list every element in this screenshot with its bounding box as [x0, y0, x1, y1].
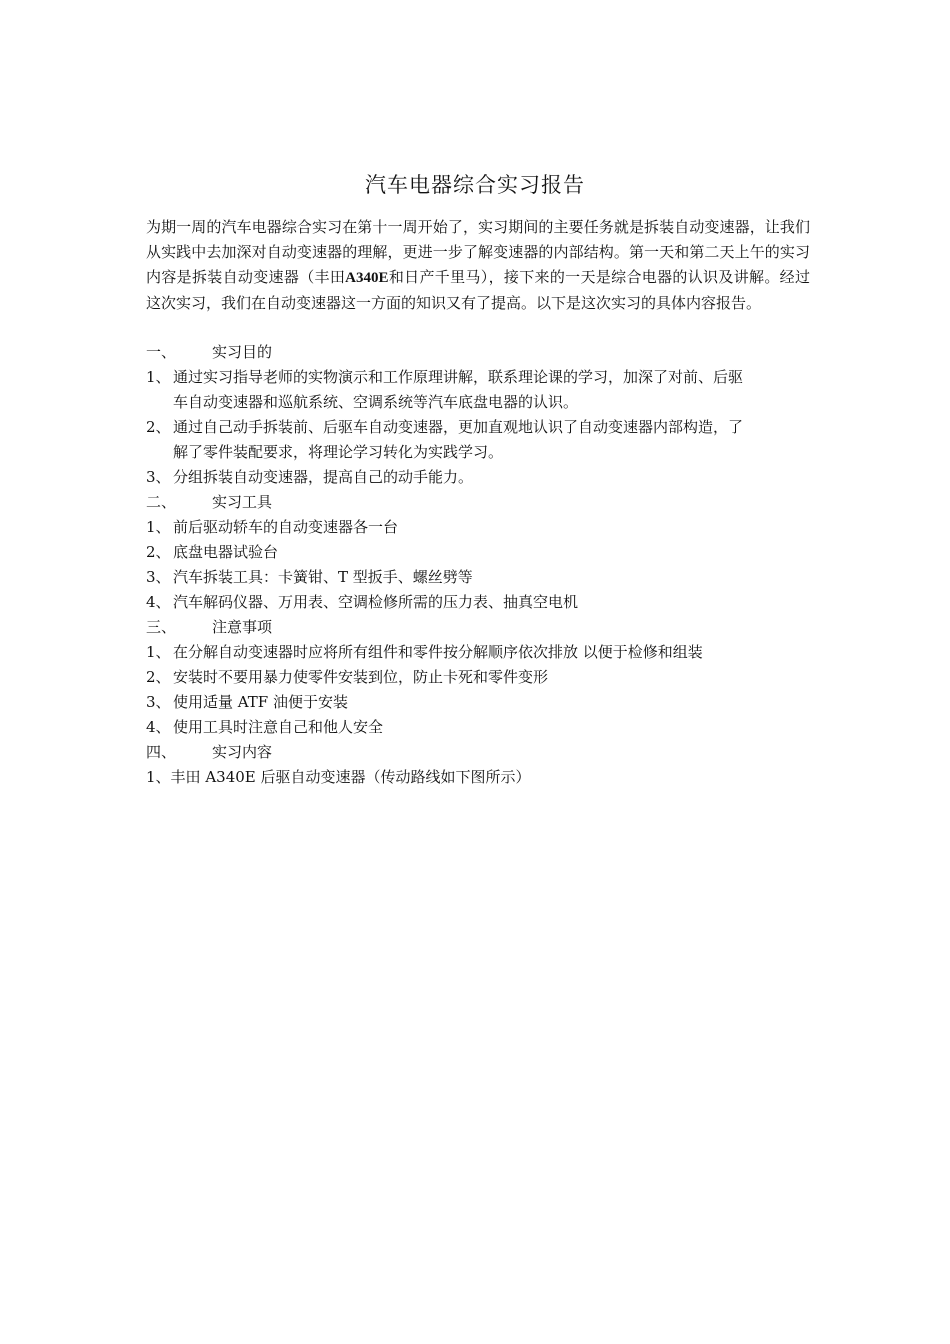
item-number: 3、 [146, 693, 171, 711]
list-item [146, 690, 810, 715]
section-number: 三、 [146, 618, 177, 636]
item-number: 1、 [146, 643, 171, 661]
list-item [146, 365, 810, 390]
section-heading-1 [146, 340, 810, 365]
list-item [146, 640, 810, 665]
item-text: 通过实习指导老师的实物演示和工作原理讲解，联系理论课的学习，加深了对前、后驱 [173, 368, 744, 386]
intro-paragraph [146, 215, 810, 316]
section-number: 一、 [146, 343, 177, 361]
section-heading-3 [146, 615, 810, 640]
list-item [146, 715, 810, 740]
item-text: 丰田 A340E 后驱自动变速器（传动路线如下图所示） [170, 768, 531, 786]
intro-text-after: 和日产千里马），接下来的一天是综合电器的认识及讲解。经过这次实习，我们在自动变速器这一方面的知识又有了提高。以下是这次实习的具体内容报告。 [146, 268, 810, 312]
item-number: 4、 [146, 593, 171, 611]
list-item [146, 765, 810, 790]
item-text: 在分解自动变速器时应将所有组件和零件按分解顺序依次排放 以便于检修和组装 [173, 643, 703, 661]
section-title: 注意事项 [212, 618, 273, 636]
section-title: 实习工具 [212, 493, 273, 511]
list-item [146, 540, 810, 565]
item-number: 2、 [146, 418, 171, 436]
section-number: 四、 [146, 743, 177, 761]
list-item [146, 665, 810, 690]
list-item [146, 415, 810, 440]
page-title: 汽车电器综合实习报告 [365, 173, 585, 197]
item-number: 1、 [146, 368, 171, 386]
item-text: 使用工具时注意自己和他人安全 [173, 718, 384, 736]
item-text: 汽车拆装工具：卡簧钳、T 型扳手、螺丝劈等 [173, 568, 473, 586]
item-text: 通过自己动手拆装前、后驱车自动变速器，更加直观地认识了自动变速器内部构造，了 [173, 418, 744, 436]
item-number: 1、 [146, 768, 171, 786]
item-number: 1、 [146, 518, 171, 536]
list-item [146, 515, 810, 540]
item-number: 2、 [146, 543, 171, 561]
intro-text-before: 为期一周的汽车电器综合实习在第十一周开始了，实习期间的主要任务就是拆装自动变速器，让我们从实践中去加深对自动变速器的理解，更进一步了解变速器的内部结构。第一天和第二天上午的实习内容是拆装自动变速器（丰田 [146, 218, 810, 286]
list-item-continuation: 车自动变速器和巡航系统、空调系统等汽车底盘电器的认识。 [173, 393, 579, 411]
item-text: 前后驱动轿车的自动变速器各一台 [173, 518, 399, 536]
item-text: 使用适量 ATF 油便于安装 [173, 693, 348, 711]
intro-model: A340E [345, 270, 389, 286]
section-heading-4 [146, 740, 810, 765]
section-title: 实习内容 [212, 743, 273, 761]
section-heading-2 [146, 490, 810, 515]
item-text: 安装时不要用暴力使零件安装到位，防止卡死和零件变形 [173, 668, 549, 686]
section-number: 二、 [146, 493, 177, 511]
section-title: 实习目的 [212, 343, 273, 361]
item-text: 底盘电器试验台 [173, 543, 279, 561]
item-number: 4、 [146, 718, 171, 736]
item-number: 3、 [146, 568, 171, 586]
list-item [146, 465, 810, 490]
item-text: 汽车解码仪器、万用表、空调检修所需的压力表、抽真空电机 [173, 593, 579, 611]
item-text: 分组拆装自动变速器，提高自己的动手能力。 [173, 468, 474, 486]
list-item [146, 590, 810, 615]
list-item-continuation: 解了零件装配要求，将理论学习转化为实践学习。 [173, 443, 504, 461]
list-item [146, 565, 810, 590]
item-number: 3、 [146, 468, 171, 486]
item-number: 2、 [146, 668, 171, 686]
